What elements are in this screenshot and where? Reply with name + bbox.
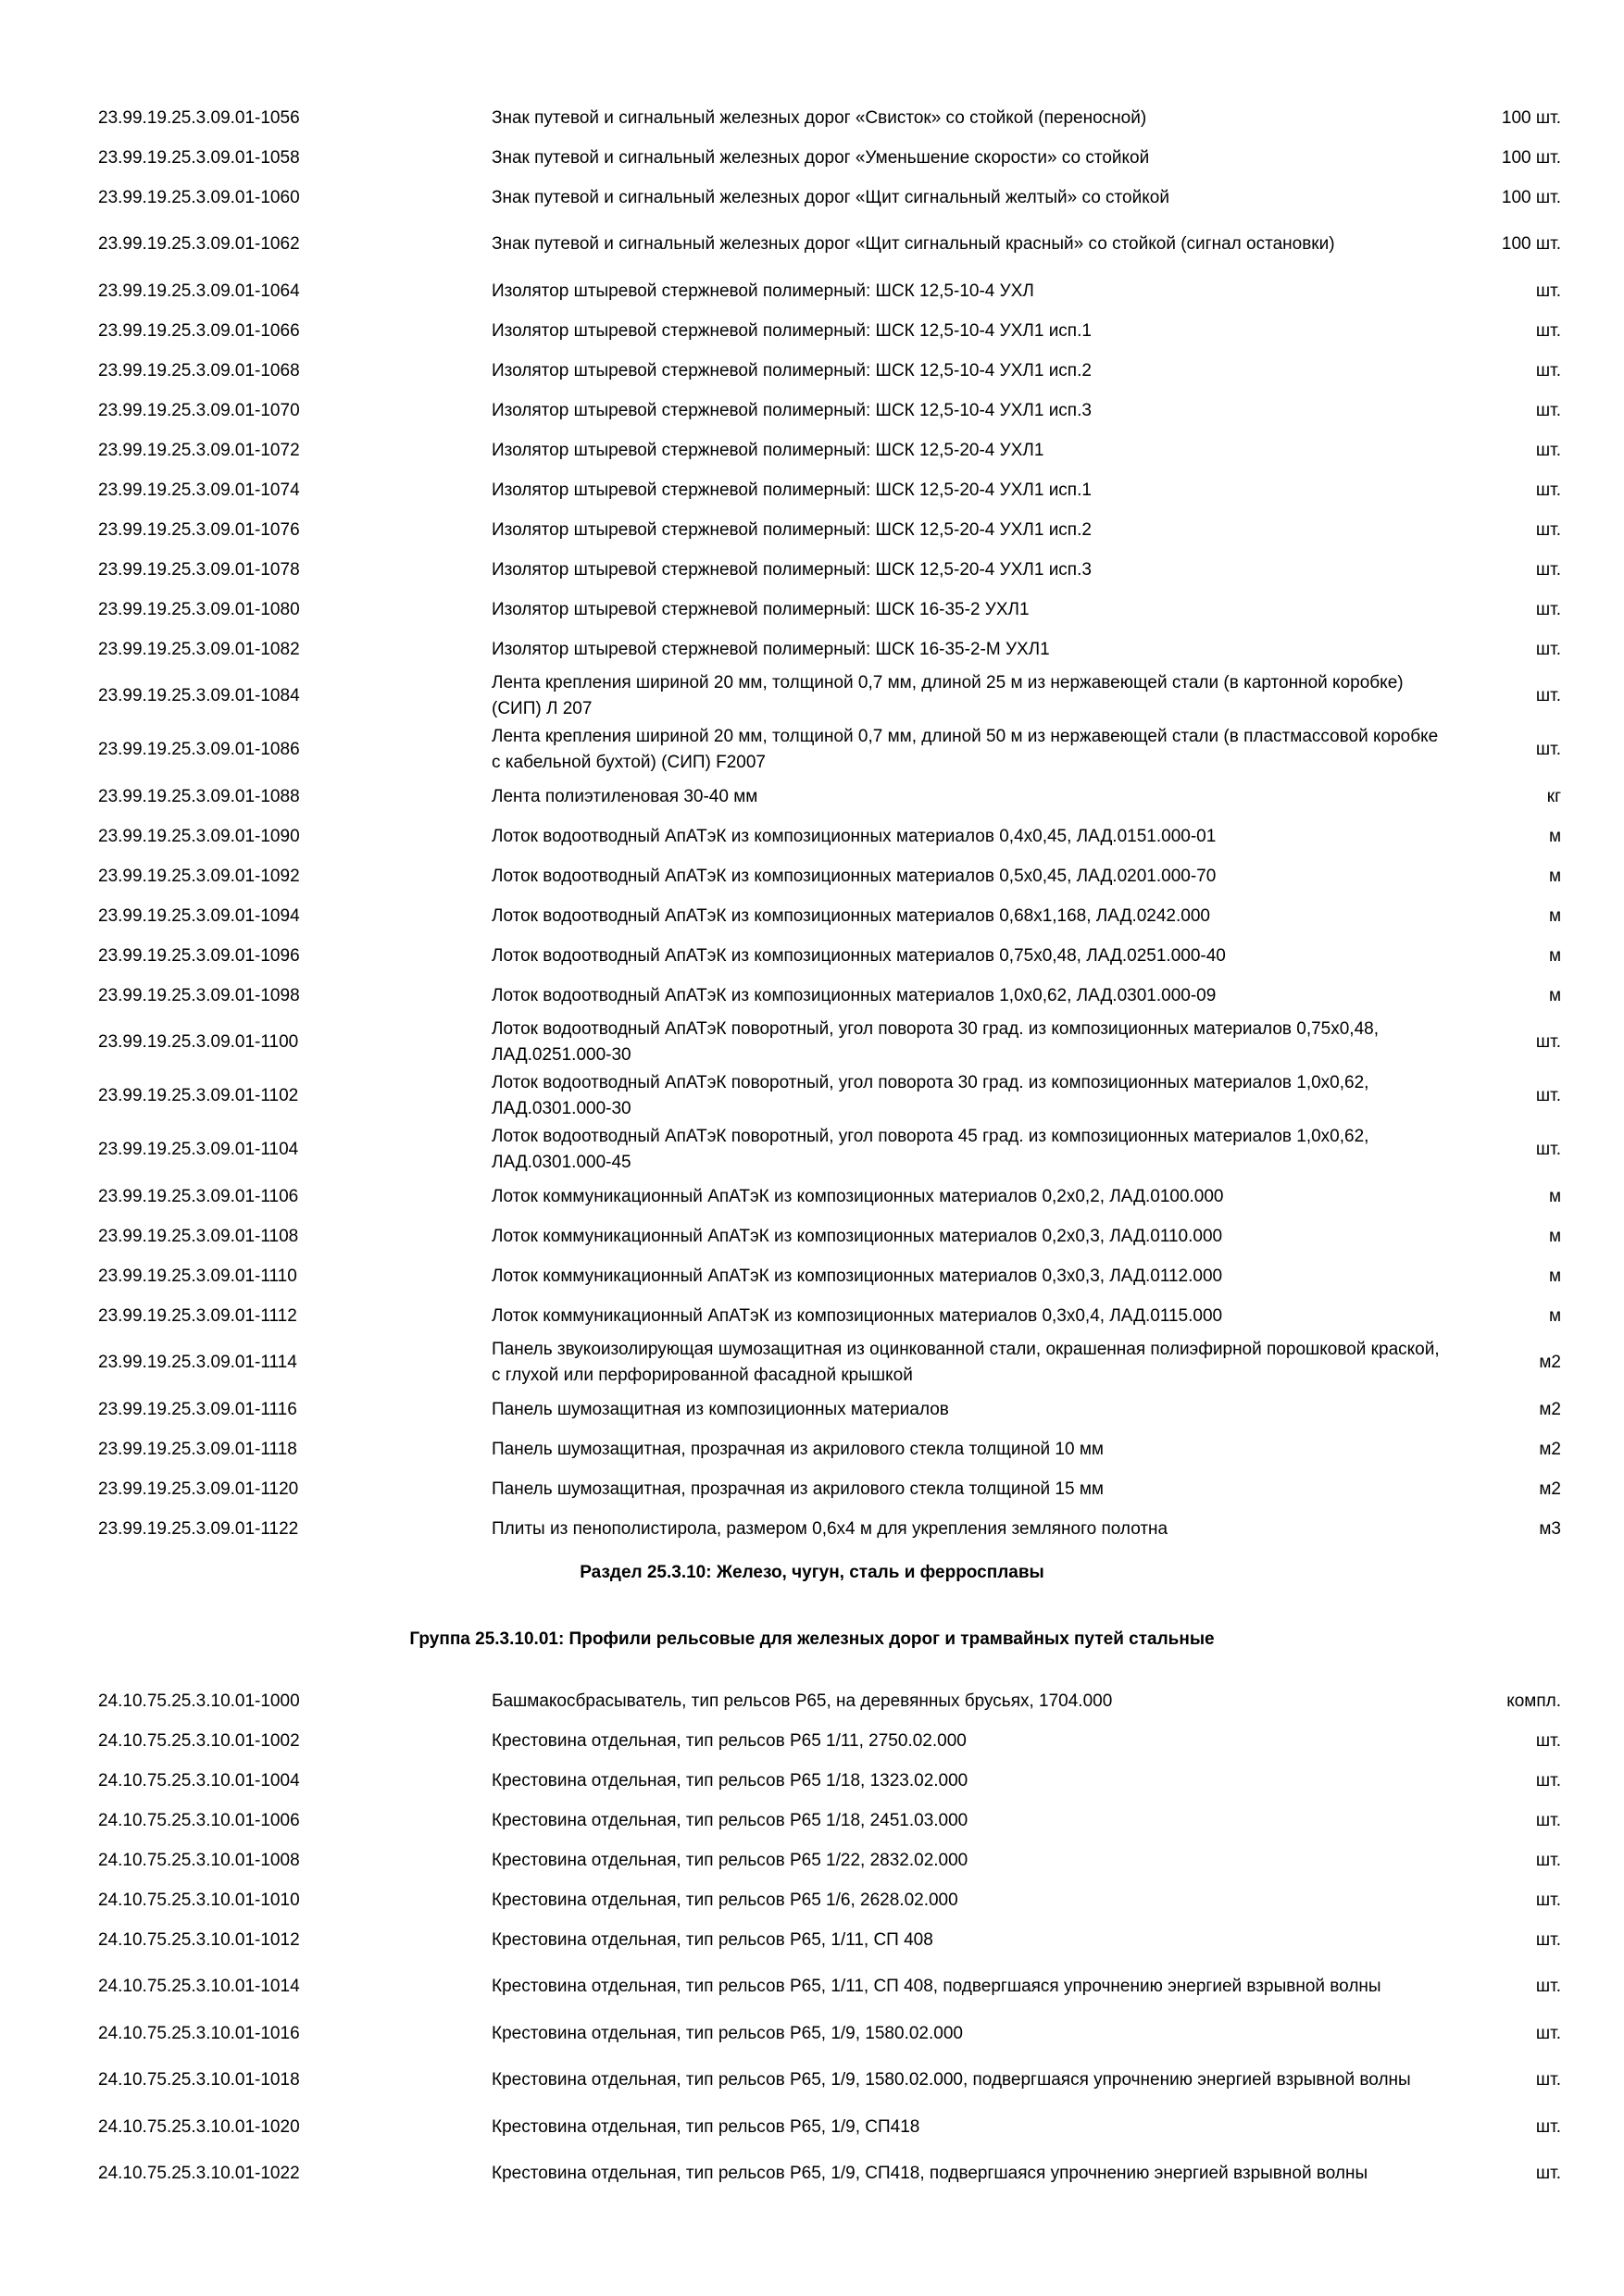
table-row [98, 856, 1561, 896]
item-name: Лоток водоотводный АпАТэК поворотный, угол поворота 30 град. из композиционных материалов 0,75х0,48, ЛАД.0251.000-30 [492, 1019, 1379, 1065]
group-title: Группа 25.3.10.01: Профили рельсовые для железных дорог и трамвайных путей стальные [409, 1629, 1215, 1649]
item-code: 23.99.19.25.3.09.01-1118 [98, 1439, 297, 1459]
item-name: Изолятор штыревой стержневой полимерный: ШСК 12,5-20-4 УХЛ1 исп.2 [492, 519, 1092, 540]
item-unit: м [1548, 985, 1561, 1005]
item-name: Крестовина отдельная, тип рельсов Р65, 1/11, СП 408, подвергшаяся упрочнению энергией взрывной волны [492, 1977, 1381, 1996]
item-name: Знак путевой и сигнальный железных дорог «Щит сигнальный красный» со стойкой (сигнал остановки) [492, 234, 1335, 254]
item-unit: шт. [1535, 1890, 1561, 1910]
table-row [98, 351, 1561, 391]
item-unit: шт. [1535, 320, 1561, 341]
item-unit: 100 шт. [1501, 187, 1561, 207]
item-unit: м2 [1539, 1399, 1561, 1419]
item-code: 24.10.75.25.3.10.01-1012 [98, 1929, 300, 1950]
item-code: 24.10.75.25.3.10.01-1016 [98, 2023, 300, 2043]
item-name: Лоток водоотводный АпАТэК из композиционных материалов 0,4х0,45, ЛАД.0151.000-01 [492, 826, 1217, 846]
item-unit: м [1548, 1305, 1561, 1326]
item-name: Изолятор штыревой стержневой полимерный: ШСК 16-35-2 УХЛ1 [492, 599, 1030, 619]
table-row [98, 510, 1561, 550]
item-code: 24.10.75.25.3.10.01-1014 [98, 1977, 300, 1996]
item-code: 23.99.19.25.3.09.01-1068 [98, 360, 300, 381]
item-code: 23.99.19.25.3.09.01-1104 [98, 1140, 299, 1159]
item-name: Крестовина отдельная, тип рельсов Р65, 1/9, 1580.02.000, подвергшаяся упрочнению энергией взрывной волны [492, 2070, 1411, 2090]
item-unit: шт. [1535, 1929, 1561, 1950]
table-row [98, 1920, 1561, 1960]
table-row [98, 817, 1561, 856]
item-code: 24.10.75.25.3.10.01-1008 [98, 1850, 300, 1870]
item-code: 23.99.19.25.3.09.01-1074 [98, 480, 300, 500]
table-row [98, 550, 1561, 590]
item-code: 23.99.19.25.3.09.01-1116 [98, 1399, 297, 1419]
item-name: Знак путевой и сигнальный железных дорог «Свисток» со стойкой (переносной) [492, 107, 1147, 128]
item-code: 23.99.19.25.3.09.01-1094 [98, 905, 300, 926]
item-unit: шт. [1535, 1810, 1561, 1830]
item-unit: шт. [1535, 1977, 1561, 1996]
item-unit: шт. [1535, 599, 1561, 619]
table-row [98, 430, 1561, 470]
table-row [98, 1721, 1561, 1761]
table-row [98, 590, 1561, 630]
item-unit: шт. [1535, 1086, 1561, 1105]
table-row [98, 1069, 1561, 1123]
table-row [98, 1469, 1561, 1509]
item-name: Крестовина отдельная, тип рельсов Р65, 1/9, 1580.02.000 [492, 2023, 963, 2043]
item-code: 23.99.19.25.3.09.01-1120 [98, 1479, 299, 1499]
table-row [98, 391, 1561, 430]
item-name: Лоток водоотводный АпАТэК из композиционных материалов 0,68х1,168, ЛАД.0242.000 [492, 905, 1210, 926]
table-row [98, 1801, 1561, 1841]
item-code: 24.10.75.25.3.10.01-1018 [98, 2070, 300, 2090]
item-unit: м [1548, 1186, 1561, 1206]
item-name: Крестовина отдельная, тип рельсов Р65, 1/11, СП 408 [492, 1929, 933, 1950]
table-row [98, 1509, 1561, 1549]
table-row [98, 1761, 1561, 1801]
table-row [98, 1429, 1561, 1469]
table-row [98, 2014, 1561, 2053]
table-row [98, 1880, 1561, 1920]
table-row [98, 669, 1561, 723]
item-name: Панель шумозащитная, прозрачная из акрилового стекла толщиной 10 мм [492, 1439, 1104, 1459]
item-name: Изолятор штыревой стержневой полимерный: ШСК 16-35-2-М УХЛ1 [492, 639, 1050, 659]
item-unit: м2 [1539, 1479, 1561, 1499]
item-code: 23.99.19.25.3.09.01-1056 [98, 107, 300, 128]
item-unit: 100 шт. [1501, 234, 1561, 254]
table-row [98, 138, 1561, 178]
item-unit: шт. [1535, 2023, 1561, 2043]
item-name: Лоток коммуникационный АпАТэК из композиционных материалов 0,2х0,3, ЛАД.0110.000 [492, 1226, 1223, 1246]
section-title: Раздел 25.3.10: Железо, чугун, сталь и ферросплавы [580, 1563, 1044, 1582]
item-code: 24.10.75.25.3.10.01-1022 [98, 2164, 300, 2183]
item-name: Лоток водоотводный АпАТэК поворотный, угол поворота 45 град. из композиционных материалов 1,0х0,62, ЛАД.0301.000-45 [492, 1127, 1369, 1172]
item-unit: м2 [1539, 1353, 1561, 1372]
item-name: Крестовина отдельная, тип рельсов Р65 1/18, 2451.03.000 [492, 1810, 968, 1830]
table-row [98, 777, 1561, 817]
table-row [98, 1841, 1561, 1880]
item-unit: шт. [1535, 1850, 1561, 1870]
item-code: 23.99.19.25.3.09.01-1084 [98, 686, 300, 705]
item-name: Панель шумозащитная, прозрачная из акрилового стекла толщиной 15 мм [492, 1479, 1104, 1499]
table-row [98, 1960, 1561, 2014]
table-row [98, 976, 1561, 1016]
item-unit: м [1548, 1226, 1561, 1246]
table-row [98, 1336, 1561, 1390]
item-code: 24.10.75.25.3.10.01-1002 [98, 1730, 300, 1751]
item-code: 23.99.19.25.3.09.01-1092 [98, 866, 300, 886]
item-name: Плиты из пенополистирола, размером 0,6х4 м для укрепления земляного полотна [492, 1518, 1168, 1539]
table-row [98, 936, 1561, 976]
table-row [98, 1256, 1561, 1296]
item-code: 23.99.19.25.3.09.01-1088 [98, 786, 300, 806]
item-name: Лоток коммуникационный АпАТэК из композиционных материалов 0,3х0,4, ЛАД.0115.000 [492, 1305, 1223, 1326]
table-row [98, 1681, 1561, 1721]
item-unit: шт. [1535, 360, 1561, 381]
price-table-group-10-01 [98, 1681, 1561, 2201]
item-name: Панель шумозащитная из композиционных материалов [492, 1399, 949, 1419]
item-code: 23.99.19.25.3.09.01-1096 [98, 945, 300, 966]
item-unit: м3 [1539, 1518, 1561, 1539]
item-name: Лоток коммуникационный АпАТэК из композиционных материалов 0,2х0,2, ЛАД.0100.000 [492, 1186, 1224, 1206]
item-name: Знак путевой и сигнальный железных дорог «Щит сигнальный желтый» со стойкой [492, 187, 1169, 207]
table-row [98, 470, 1561, 510]
table-row [98, 218, 1561, 271]
item-unit: шт. [1535, 1032, 1561, 1052]
item-name: Крестовина отдельная, тип рельсов Р65, 1/9, СП418 [492, 2116, 920, 2137]
table-row [98, 723, 1561, 777]
table-row [98, 1296, 1561, 1336]
table-row [98, 1123, 1561, 1177]
table-row [98, 178, 1561, 218]
item-unit: кг [1546, 786, 1561, 806]
item-name: Лоток коммуникационный АпАТэК из композиционных материалов 0,3х0,3, ЛАД.0112.000 [492, 1266, 1223, 1286]
table-row [98, 311, 1561, 351]
table-row [98, 2107, 1561, 2147]
item-name: Лента крепления шириной 20 мм, толщиной 0,7 мм, длиной 50 м из нержавеющей стали (в пластмассовой коробке с кабельной бухтой) (СИП) F2007 [492, 727, 1439, 772]
item-code: 23.99.19.25.3.09.01-1114 [98, 1353, 297, 1372]
table-row [98, 1390, 1561, 1429]
table-row [98, 2147, 1561, 2201]
item-name: Изолятор штыревой стержневой полимерный: ШСК 12,5-10-4 УХЛ1 исп.1 [492, 320, 1092, 341]
item-name: Изолятор штыревой стержневой полимерный: ШСК 12,5-10-4 УХЛ1 исп.3 [492, 400, 1092, 420]
item-unit: 100 шт. [1501, 107, 1561, 128]
table-row [98, 2053, 1561, 2107]
item-unit: м2 [1539, 1439, 1561, 1459]
item-unit: м [1548, 826, 1561, 846]
item-name: Изолятор штыревой стержневой полимерный: ШСК 12,5-10-4 УХЛ1 исп.2 [492, 360, 1092, 381]
item-unit: шт. [1535, 2116, 1561, 2137]
item-unit: шт. [1535, 519, 1561, 540]
table-row [98, 1217, 1561, 1256]
item-name: Изолятор штыревой стержневой полимерный: ШСК 12,5-20-4 УХЛ1 исп.1 [492, 480, 1092, 500]
item-unit: шт. [1535, 400, 1561, 420]
item-name: Крестовина отдельная, тип рельсов Р65, 1/9, СП418, подвергшаяся упрочнению энергией взрывной волны [492, 2164, 1368, 2183]
table-row [98, 98, 1561, 138]
item-unit: шт. [1535, 480, 1561, 500]
item-unit: м [1548, 866, 1561, 886]
item-code: 24.10.75.25.3.10.01-1020 [98, 2116, 300, 2137]
item-unit: шт. [1535, 686, 1561, 705]
item-name: Лоток водоотводный АпАТэК из композиционных материалов 0,75х0,48, ЛАД.0251.000-40 [492, 945, 1226, 966]
item-code: 24.10.75.25.3.10.01-1006 [98, 1810, 300, 1830]
item-code: 23.99.19.25.3.09.01-1078 [98, 559, 300, 580]
item-unit: м [1548, 945, 1561, 966]
item-code: 23.99.19.25.3.09.01-1082 [98, 639, 300, 659]
item-code: 23.99.19.25.3.09.01-1086 [98, 740, 300, 759]
item-unit: компл. [1506, 1691, 1561, 1711]
item-name: Знак путевой и сигнальный железных дорог «Уменьшение скорости» со стойкой [492, 147, 1150, 168]
item-code: 24.10.75.25.3.10.01-1004 [98, 1770, 300, 1791]
item-code: 23.99.19.25.3.09.01-1080 [98, 599, 300, 619]
item-unit: шт. [1535, 559, 1561, 580]
table-row [98, 630, 1561, 669]
item-unit: шт. [1535, 440, 1561, 460]
item-code: 23.99.19.25.3.09.01-1110 [98, 1266, 297, 1286]
item-name: Лоток водоотводный АпАТэК из композиционных материалов 0,5х0,45, ЛАД.0201.000-70 [492, 866, 1217, 886]
item-name: Лоток водоотводный АпАТэК поворотный, угол поворота 30 град. из композиционных материалов 1,0х0,62, ЛАД.0301.000-30 [492, 1073, 1369, 1118]
item-name: Башмакосбрасыватель, тип рельсов Р65, на деревянных брусьях, 1704.000 [492, 1691, 1113, 1711]
item-code: 23.99.19.25.3.09.01-1098 [98, 985, 300, 1005]
item-unit: шт. [1535, 1140, 1561, 1159]
item-name: Изолятор штыревой стержневой полимерный: ШСК 12,5-20-4 УХЛ1 [492, 440, 1044, 460]
item-code: 23.99.19.25.3.09.01-1066 [98, 320, 300, 341]
item-name: Крестовина отдельная, тип рельсов Р65 1/18, 1323.02.000 [492, 1770, 968, 1791]
item-code: 23.99.19.25.3.09.01-1058 [98, 147, 300, 168]
item-code: 23.99.19.25.3.09.01-1062 [98, 234, 300, 254]
item-unit: шт. [1535, 639, 1561, 659]
item-unit: шт. [1535, 2164, 1561, 2183]
table-row [98, 896, 1561, 936]
item-code: 24.10.75.25.3.10.01-1000 [98, 1691, 300, 1711]
item-name: Крестовина отдельная, тип рельсов Р65 1/22, 2832.02.000 [492, 1850, 968, 1870]
item-name: Крестовина отдельная, тип рельсов Р65 1/6, 2628.02.000 [492, 1890, 958, 1910]
item-code: 24.10.75.25.3.10.01-1010 [98, 1890, 300, 1910]
item-code: 23.99.19.25.3.09.01-1090 [98, 826, 300, 846]
item-code: 23.99.19.25.3.09.01-1070 [98, 400, 300, 420]
item-unit: м [1548, 905, 1561, 926]
table-row [98, 1016, 1561, 1069]
item-code: 23.99.19.25.3.09.01-1112 [98, 1305, 297, 1326]
item-unit: шт. [1535, 2070, 1561, 2090]
table-row [98, 1177, 1561, 1217]
item-code: 23.99.19.25.3.09.01-1102 [98, 1086, 299, 1105]
item-code: 23.99.19.25.3.09.01-1060 [98, 187, 300, 207]
item-code: 23.99.19.25.3.09.01-1122 [98, 1518, 299, 1539]
item-unit: шт. [1535, 1770, 1561, 1791]
item-name: Изолятор штыревой стержневой полимерный: ШСК 12,5-20-4 УХЛ1 исп.3 [492, 559, 1092, 580]
item-unit: м [1548, 1266, 1561, 1286]
item-name: Лента полиэтиленовая 30-40 мм [492, 786, 758, 806]
item-code: 23.99.19.25.3.09.01-1064 [98, 281, 300, 301]
item-unit: 100 шт. [1501, 147, 1561, 168]
item-code: 23.99.19.25.3.09.01-1100 [98, 1032, 299, 1052]
item-name: Лента крепления шириной 20 мм, толщиной 0,7 мм, длиной 25 м из нержавеющей стали (в картонной коробке) (СИП) Л 207 [492, 673, 1404, 718]
item-code: 23.99.19.25.3.09.01-1108 [98, 1226, 299, 1246]
price-table-group-09 [98, 98, 1561, 1549]
table-row [98, 271, 1561, 311]
item-name: Крестовина отдельная, тип рельсов Р65 1/11, 2750.02.000 [492, 1730, 967, 1751]
item-code: 23.99.19.25.3.09.01-1106 [98, 1186, 299, 1206]
item-name: Панель звукоизолирующая шумозащитная из оцинкованной стали, окрашенная полиэфирной порошковой краской, с глухой или перфорированной фасадной крышкой [492, 1340, 1440, 1385]
item-unit: шт. [1535, 740, 1561, 759]
item-unit: шт. [1535, 1730, 1561, 1751]
item-code: 23.99.19.25.3.09.01-1072 [98, 440, 300, 460]
item-name: Изолятор штыревой стержневой полимерный: ШСК 12,5-10-4 УХЛ [492, 281, 1034, 301]
item-code: 23.99.19.25.3.09.01-1076 [98, 519, 300, 540]
item-name: Лоток водоотводный АпАТэК из композиционных материалов 1,0х0,62, ЛАД.0301.000-09 [492, 985, 1217, 1005]
item-unit: шт. [1535, 281, 1561, 301]
